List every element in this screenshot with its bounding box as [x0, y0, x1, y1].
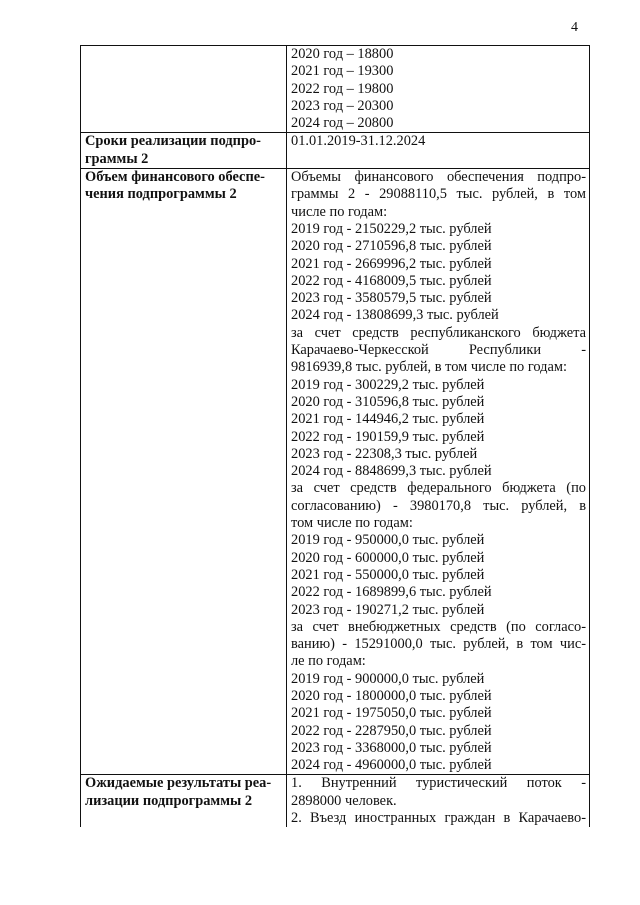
results-line: 1. Внутренний туристический поток -: [291, 775, 586, 792]
period-label-line: граммы 2: [85, 150, 149, 167]
results-line: 2898000 человек.: [291, 792, 397, 809]
funding-intro-line: граммы 2 - 29088110,5 тыс. рублей, в том: [291, 186, 586, 203]
year-value-line: 2021 год – 19300: [291, 63, 394, 80]
federal-year-line: 2022 год - 1689899,6 тыс. рублей: [291, 584, 492, 601]
extra-intro-line: ле по годам:: [291, 653, 366, 670]
period-label-line: Сроки реализации подпро-: [85, 133, 261, 150]
results-label-line: лизации подпрограммы 2: [85, 792, 253, 809]
extra-year-line: 2022 год - 2287950,0 тыс. рублей: [291, 722, 492, 739]
results-line: 2. Въезд иностранных граждан в Карачаево-: [291, 810, 586, 827]
period-value-text: 01.01.2019-31.12.2024: [291, 133, 426, 150]
funding-label-line: чения подпрограммы 2: [85, 186, 237, 203]
total-year-line: 2022 год - 4168009,5 тыс. рублей: [291, 272, 492, 289]
extra-intro-line: ванию) - 15291000,0 тыс. рублей, в том чис-: [291, 636, 586, 653]
republic-year-line: 2021 год - 144946,2 тыс. рублей: [291, 411, 485, 428]
passport-table: [80, 45, 590, 827]
federal-year-line: 2019 год - 950000,0 тыс. рублей: [291, 532, 485, 549]
funding-row: [81, 169, 590, 775]
results-label: [81, 775, 287, 827]
federal-year-line: 2023 год - 190271,2 тыс. рублей: [291, 601, 485, 618]
federal-intro-line: том числе по годам:: [291, 515, 413, 532]
funding-value: [287, 169, 590, 775]
republic-intro-line: 9816939,8 тыс. рублей, в том числе по годам:: [291, 359, 567, 376]
federal-intro-line: согласованию) - 3980170,8 тыс. рублей, в: [291, 497, 586, 514]
total-year-line: 2020 год - 2710596,8 тыс. рублей: [291, 238, 492, 255]
year-value-line: 2022 год – 19800: [291, 80, 394, 97]
federal-year-line: 2021 год - 550000,0 тыс. рублей: [291, 566, 485, 583]
extra-year-line: 2019 год - 900000,0 тыс. рублей: [291, 670, 485, 687]
republic-year-line: 2024 год - 8848699,3 тыс. рублей: [291, 463, 492, 480]
funding-label-line: Объем финансового обеспе-: [85, 169, 265, 186]
top-values-cell: [287, 46, 590, 133]
funding-intro-line: числе по годам:: [291, 203, 388, 220]
top-values-label-cell: [81, 46, 287, 133]
federal-year-line: 2020 год - 600000,0 тыс. рублей: [291, 549, 485, 566]
year-value-line: 2020 год – 18800: [291, 46, 394, 62]
period-label: [81, 133, 287, 169]
funding-intro-line: Объемы финансового обеспечения подпро-: [291, 169, 586, 186]
total-year-line: 2019 год - 2150229,2 тыс. рублей: [291, 220, 492, 237]
period-value: [287, 133, 590, 169]
year-value-line: 2024 год – 20800: [291, 115, 394, 132]
top-values-row: [81, 46, 590, 133]
total-year-line: 2023 год - 3580579,5 тыс. рублей: [291, 290, 492, 307]
extra-year-line: 2020 год - 1800000,0 тыс. рублей: [291, 687, 492, 704]
page-number: 4: [571, 20, 578, 35]
results-label-line: Ожидаемые результаты реа-: [85, 775, 272, 792]
federal-intro-line: за счет средств федерального бюджета (по: [291, 480, 586, 497]
extra-year-line: 2023 год - 3368000,0 тыс. рублей: [291, 739, 492, 756]
total-year-line: 2021 год - 2669996,2 тыс. рублей: [291, 255, 492, 272]
year-value-line: 2023 год – 20300: [291, 97, 394, 114]
republic-year-line: 2023 год - 22308,3 тыс. рублей: [291, 445, 478, 462]
extra-intro-line: за счет внебюджетных средств (по согласо-: [291, 618, 586, 635]
republic-intro-line: Карачаево-Черкесской Республики -: [291, 342, 586, 359]
total-year-line: 2024 год - 13808699,3 тыс. рублей: [291, 307, 499, 324]
extra-year-line: 2021 год - 1975050,0 тыс. рублей: [291, 705, 492, 722]
republic-year-line: 2020 год - 310596,8 тыс. рублей: [291, 393, 485, 410]
extra-year-line: 2024 год - 4960000,0 тыс. рублей: [291, 757, 492, 774]
republic-year-line: 2019 год - 300229,2 тыс. рублей: [291, 376, 485, 393]
results-value: [287, 775, 590, 827]
period-row: [81, 133, 590, 169]
republic-year-line: 2022 год - 190159,9 тыс. рублей: [291, 428, 485, 445]
republic-intro-line: за счет средств республиканского бюджета: [291, 324, 586, 341]
results-row: [81, 775, 590, 827]
funding-label: [81, 169, 287, 775]
